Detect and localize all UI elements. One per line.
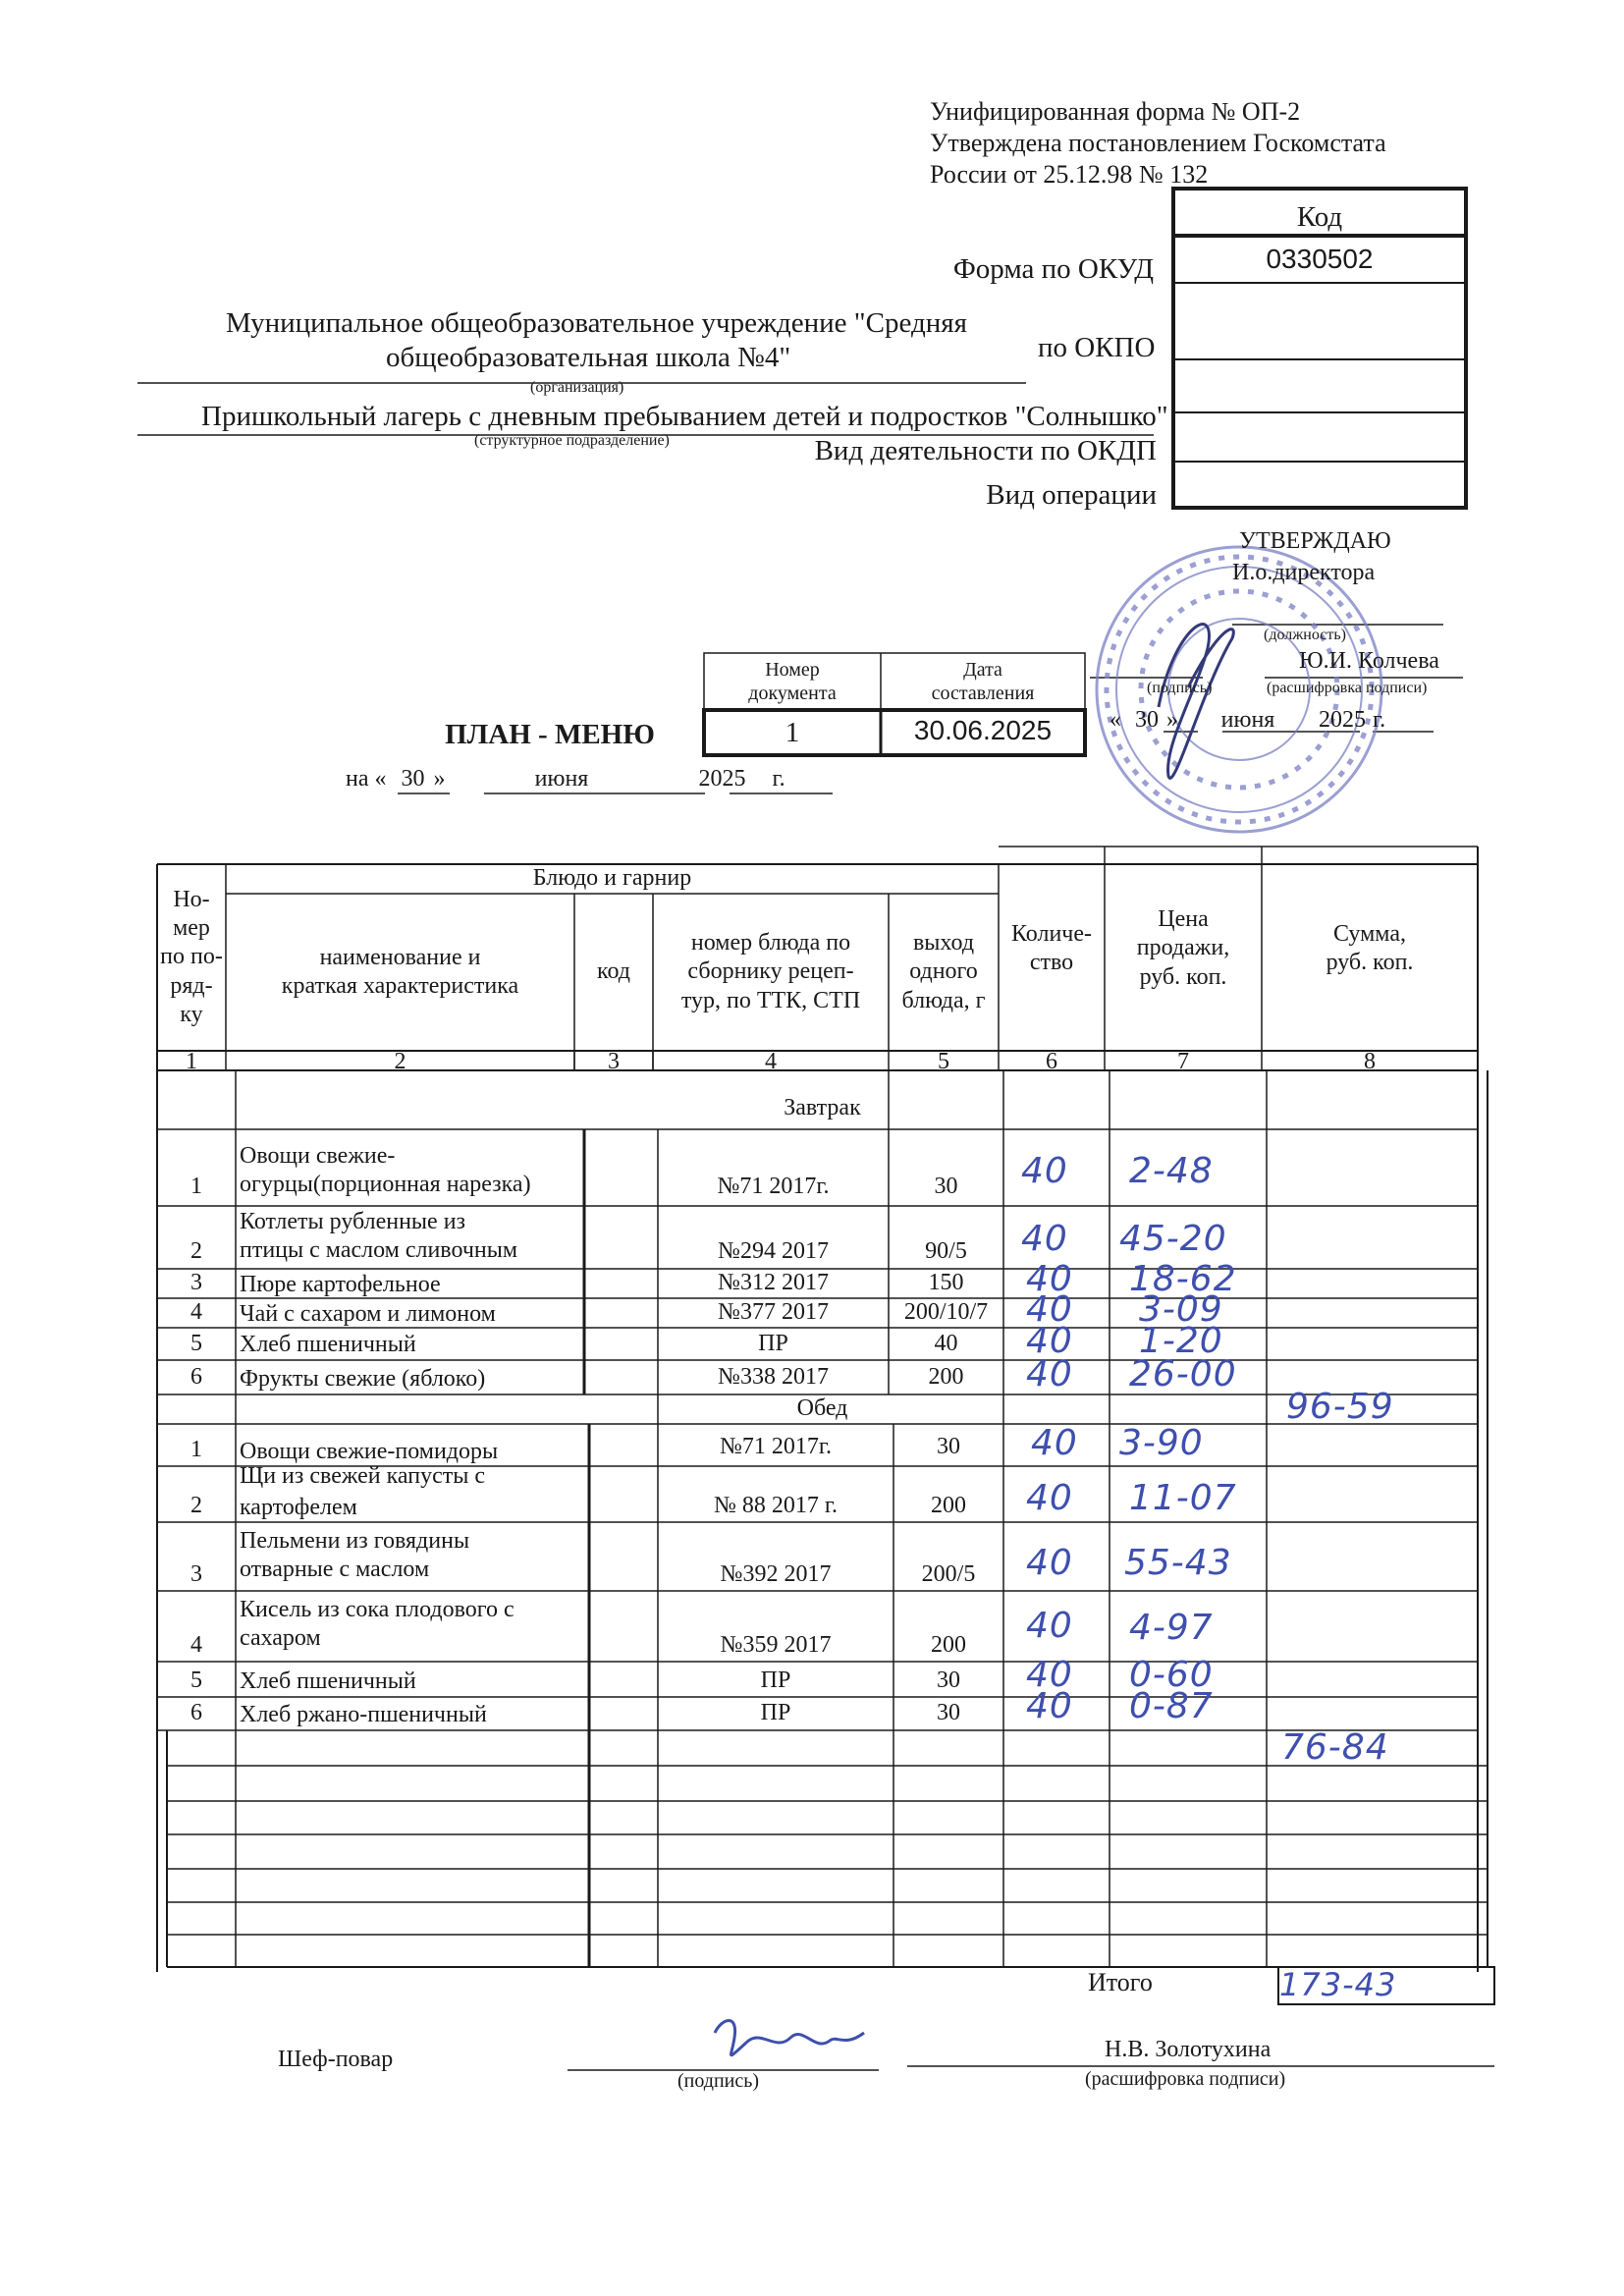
dish-yield: 30	[937, 1667, 960, 1693]
dish-name	[240, 1331, 416, 1359]
dish-quantity: 40	[1026, 1606, 1073, 1646]
recipe-number: №377 2017	[718, 1299, 829, 1326]
chef-name-caption: (расшифровка подписи)	[1085, 2068, 1286, 2090]
dish-price: 11-07	[1129, 1478, 1237, 1518]
col-header-name-l2: краткая характеристика	[281, 973, 519, 999]
lunch-total: 76-84	[1281, 1727, 1389, 1768]
section-lunch-title: Обед	[796, 1395, 848, 1422]
structural-unit-caption: (структурное подразделение)	[474, 432, 670, 449]
organization-line1: Муниципальное общеобразовательное учреждение "Средняя	[226, 307, 967, 339]
okud-label: Форма по ОКУД	[952, 253, 1154, 285]
dish-name-l1: Котлеты рубленные из	[240, 1209, 466, 1234]
dish-price: 26-00	[1129, 1354, 1237, 1394]
recipe-number: ПР	[760, 1700, 791, 1726]
col-number: 1	[186, 1049, 197, 1075]
dish-name	[240, 1701, 487, 1729]
dish-name-l1: Хлеб пшеничный	[240, 1332, 416, 1357]
approval-date-open: «	[1110, 707, 1121, 733]
form-header-line1: Унифицированная форма № ОП-2	[930, 97, 1301, 126]
recipe-number: №294 2017	[718, 1238, 829, 1265]
dish-name-l1: Овощи свежие-	[240, 1143, 396, 1169]
col-number: 6	[1046, 1049, 1057, 1075]
chef-signature-caption: (подпись)	[677, 2070, 760, 2092]
row-number: 5	[190, 1330, 202, 1356]
dish-name-l2: огурцы(порционная нарезка)	[240, 1172, 531, 1198]
approval-date-month: июня	[1220, 707, 1275, 733]
col-header-number-l2: мер	[173, 915, 210, 942]
dish-price: 3-90	[1119, 1423, 1204, 1463]
dish-price: 18-62	[1129, 1259, 1237, 1299]
dish-quantity: 40	[1026, 1321, 1073, 1361]
dish-yield: 30	[937, 1700, 960, 1726]
dish-yield: 90/5	[925, 1238, 967, 1265]
col-header-sum-l2: руб. коп.	[1326, 950, 1414, 975]
col-header-yield-l2: одного	[909, 958, 978, 985]
total-label: Итого	[1088, 1968, 1153, 1996]
document-title: ПЛАН - МЕНЮ	[445, 719, 655, 750]
chef-signature	[715, 2021, 864, 2055]
dish-name-l1: Пюре картофельное	[240, 1272, 441, 1297]
dish-price: 3-09	[1139, 1289, 1223, 1330]
recipe-number: №71 2017г.	[719, 1434, 833, 1460]
col-header-price-l1: Цена	[1158, 906, 1209, 933]
dish-name-l1: Овощи свежие-помидоры	[240, 1439, 499, 1464]
dish-quantity: 40	[1026, 1686, 1073, 1726]
doc-number-header	[704, 658, 881, 705]
col-header-name	[226, 894, 574, 1051]
dish-name-l2: птицы с маслом сливочным	[240, 1237, 518, 1264]
approval-position: И.о.директора	[1232, 560, 1376, 585]
dish-name	[240, 1596, 514, 1654]
col-header-recipe-l2: сборнику рецеп-	[687, 958, 854, 985]
menu-date-open: «	[374, 766, 387, 792]
approval-date-year: 2025	[1319, 707, 1366, 733]
col-header-quantity-l2: ство	[1029, 950, 1074, 975]
doc-date: 30.06.2025	[913, 715, 1053, 745]
dish-price: 4-97	[1129, 1608, 1214, 1648]
doc-number: 1	[785, 717, 800, 748]
dish-price: 0-60	[1129, 1655, 1214, 1695]
row-number: 3	[190, 1270, 202, 1296]
organization-line2: общеобразовательная школа №4"	[386, 342, 791, 373]
menu-date-suffix: г.	[772, 766, 785, 792]
col-number: 7	[1177, 1049, 1189, 1075]
row-number: 6	[190, 1363, 202, 1390]
col-header-quantity	[999, 847, 1105, 1051]
form-header-line3: России от 25.12.98 № 132	[930, 160, 1209, 189]
dish-name	[240, 1208, 517, 1266]
col-header-price-l2: продажи,	[1136, 935, 1230, 961]
dish-name-l1: Фрукты свежие (яблоко)	[240, 1366, 486, 1392]
col-header-quantity-l1: Количе-	[1010, 920, 1093, 947]
dish-quantity: 40	[1021, 1151, 1068, 1191]
row-number: 2	[190, 1493, 202, 1519]
col-header-name-l1: наименование и	[319, 944, 481, 970]
col-header-number-l4: ряд-	[170, 972, 213, 999]
approval-date-close: »	[1166, 707, 1178, 733]
dish-name-l1: Хлеб пшеничный	[240, 1668, 416, 1694]
approval-date	[1110, 707, 1385, 734]
recipe-number: №359 2017	[720, 1632, 832, 1659]
dish-yield: 200/10/7	[903, 1299, 989, 1326]
col-header-yield-l3: блюда, г	[901, 987, 986, 1013]
dish-quantity: 40	[1026, 1289, 1073, 1330]
dish-yield: 200	[931, 1493, 966, 1519]
col-header-number-l1: Но-	[173, 886, 210, 912]
section-breakfast-title: Завтрак	[784, 1095, 861, 1121]
row-number: 2	[190, 1238, 202, 1265]
dish-name-l1: Пельмени из говядины	[240, 1528, 470, 1554]
col-header-number-l5: ку	[180, 1001, 203, 1027]
dish-name-l1: Хлеб ржано-пшеничный	[240, 1702, 487, 1727]
dish-name	[240, 1271, 441, 1299]
recipe-number: ПР	[760, 1667, 791, 1693]
col-header-sum-l1: Сумма,	[1333, 920, 1406, 947]
dish-name-l1: Щи из свежей капусты с	[240, 1463, 486, 1489]
recipe-number: №338 2017	[718, 1363, 829, 1390]
chef-name: Н.В. Золотухина	[1105, 2037, 1272, 2062]
dish-name-l2: картофелем	[240, 1495, 357, 1521]
recipe-number: № 88 2017 г.	[713, 1493, 839, 1519]
row-number: 3	[190, 1561, 202, 1588]
form-header-line2: Утверждена постановлением Госкомстата	[930, 129, 1386, 157]
dish-price: 2-48	[1129, 1151, 1214, 1191]
dish-name	[240, 1438, 498, 1466]
organization-caption: (организация)	[530, 379, 624, 396]
dish-name	[240, 1142, 531, 1200]
okud-value: 0330502	[1266, 244, 1374, 274]
col-header-yield-l1: выход	[912, 930, 975, 957]
row-number: 4	[190, 1632, 202, 1659]
row-number: 5	[190, 1667, 202, 1693]
col-header-number	[157, 864, 226, 1051]
menu-date-close: »	[433, 766, 446, 792]
doc-date-header-1: Дата	[963, 659, 1002, 681]
dish-quantity: 40	[1026, 1354, 1073, 1394]
total-value: 173-43	[1279, 1966, 1397, 2003]
menu-date-year: 2025	[698, 766, 746, 792]
dish-name-l2: отварные с маслом	[240, 1557, 430, 1583]
doc-number-header-1: Номер	[765, 659, 820, 681]
col-header-price	[1105, 847, 1262, 1051]
dish-yield: 40	[934, 1330, 958, 1356]
row-number: 4	[190, 1299, 202, 1326]
dish-price: 55-43	[1124, 1543, 1232, 1583]
code-header: Код	[1296, 201, 1343, 233]
menu-date-prefix: на	[346, 766, 369, 792]
approval-title: УТВЕРЖДАЮ	[1239, 528, 1391, 554]
col-header-sum	[1262, 847, 1478, 1051]
dish-yield: 200/5	[921, 1561, 976, 1588]
dish-price: 45-20	[1119, 1219, 1227, 1259]
name-caption: (расшифровка подписи)	[1267, 680, 1428, 696]
recipe-number: №312 2017	[718, 1270, 829, 1296]
col-header-number-l3: по по-	[160, 944, 223, 970]
col-header-yield	[889, 894, 999, 1051]
structural-unit: Пришкольный лагерь с дневным пребыванием детей и подростков "Солнышко"	[201, 401, 1168, 432]
doc-date-header	[881, 658, 1085, 705]
dish-name-l1: Кисель из сока плодового с	[240, 1597, 514, 1622]
dish-name	[240, 1365, 485, 1394]
signature-caption: (подпись)	[1147, 680, 1213, 696]
dish-price: 1-20	[1139, 1321, 1223, 1361]
dish-name	[240, 1463, 485, 1521]
dish-yield: 30	[934, 1174, 958, 1200]
col-header-code: код	[597, 958, 630, 985]
col-number: 4	[765, 1049, 777, 1075]
dish-name	[240, 1300, 496, 1329]
dish-yield: 200	[931, 1632, 966, 1659]
col-number: 5	[938, 1049, 949, 1075]
approval-date-suffix: г.	[1373, 707, 1386, 733]
position-caption: (должность)	[1264, 627, 1346, 643]
operation-label: Вид операции	[986, 479, 1157, 511]
dish-name	[240, 1527, 469, 1585]
dish-quantity: 40	[1026, 1655, 1073, 1695]
menu-date-day: 30	[401, 766, 425, 792]
dish-name-l1: Чай с сахаром и лимоном	[240, 1301, 496, 1327]
doc-date-header-2: составления	[931, 683, 1035, 704]
okdp-label: Вид деятельности по ОКДП	[814, 435, 1157, 466]
row-number: 1	[190, 1436, 202, 1462]
dish-yield: 150	[928, 1270, 964, 1296]
col-number: 2	[394, 1049, 406, 1075]
recipe-number: №71 2017г.	[717, 1174, 830, 1200]
col-number: 3	[608, 1049, 620, 1075]
menu-date	[346, 766, 785, 793]
col-header-recipe-l1: номер блюда по	[690, 930, 851, 957]
doc-number-header-2: документа	[748, 683, 837, 704]
okpo-label: по ОКПО	[1038, 332, 1156, 363]
dish-quantity: 40	[1026, 1478, 1073, 1518]
dish-name-l2: сахаром	[240, 1625, 321, 1652]
col-header-recipe-l3: тур, по ТТК, СТП	[680, 987, 861, 1013]
recipe-number: ПР	[758, 1330, 788, 1356]
chef-label: Шеф-повар	[278, 2047, 394, 2072]
col-group-header: Блюдо и гарнир	[532, 865, 692, 892]
breakfast-total: 96-59	[1286, 1387, 1394, 1427]
col-number: 8	[1364, 1049, 1376, 1075]
dish-quantity: 40	[1026, 1259, 1073, 1299]
approval-name: Ю.И. Колчева	[1299, 648, 1439, 674]
col-header-price-l3: руб. коп.	[1139, 963, 1227, 990]
recipe-number: №392 2017	[720, 1561, 832, 1588]
dish-quantity: 40	[1021, 1219, 1068, 1259]
menu-date-month: июня	[534, 766, 589, 792]
dish-price: 0-87	[1129, 1686, 1214, 1726]
dish-yield: 200	[928, 1363, 964, 1390]
approval-date-day: 30	[1135, 707, 1159, 733]
dish-name	[240, 1667, 416, 1696]
col-header-recipe	[653, 894, 889, 1051]
row-number: 6	[190, 1700, 202, 1726]
dish-yield: 30	[937, 1434, 960, 1460]
row-number: 1	[190, 1174, 202, 1200]
dish-quantity: 40	[1026, 1543, 1073, 1583]
dish-quantity: 40	[1031, 1423, 1078, 1463]
